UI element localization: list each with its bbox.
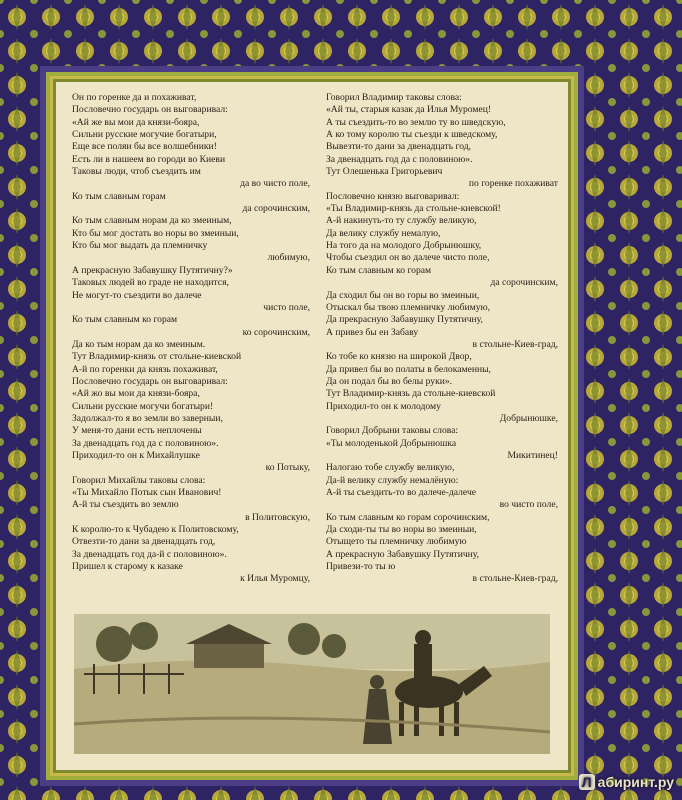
poem-line: Да-й велику службу немалёную:	[326, 474, 459, 486]
poem-line: А-й по горенки да князь похаживат,	[72, 363, 218, 375]
poem-line: Пословечно государь он выговаривал:	[72, 375, 228, 387]
poem-line: да во чисто поле,	[240, 178, 310, 190]
poem-line: Пословечно государь он выговаривал:	[72, 104, 228, 116]
poem-line: Чтобы съездил он во далече чисто поле,	[326, 252, 490, 264]
poem-line: Да ко тым норам да ко змеиным.	[72, 338, 206, 350]
poem-line: ко сорочинским,	[242, 326, 310, 338]
poem-line: А-й накинуть-то ту службу великую,	[326, 215, 477, 227]
poem-line: да сорочинским,	[490, 277, 558, 289]
poem-line: Отыскал бы твою племничку любимую,	[326, 301, 491, 313]
labirint-watermark	[579, 774, 674, 790]
poem-line: За двенадцать год да с половиною».	[326, 153, 473, 165]
poem-line: Пословечно князю выговаривал:	[326, 190, 460, 202]
poem-line: К королю-то к Чубадею к Политовскому,	[72, 524, 239, 536]
poem-left-column	[72, 92, 310, 586]
poem-line: чисто поле,	[263, 301, 310, 313]
poem-line: А привез бы ен Забаву	[326, 326, 419, 338]
poem-line: в стольне-Киев-град,	[472, 338, 558, 350]
poem-line: Тут Владимир-князь да стольне-киевской	[326, 388, 496, 400]
poem-line: За двенадцать год да с половиною».	[72, 437, 219, 449]
poem-line: «Ай жо вы мои да князи-бояра,	[72, 388, 200, 400]
poem-line: в Политовскую,	[245, 511, 310, 523]
poem-line: Пришел к старому к казаке	[72, 561, 183, 573]
poem-line: «Ты Михайло Потык сын Иванович!	[72, 487, 222, 498]
poem-line: Говорил Добрыни таковы слова:	[326, 425, 459, 437]
poem-line: Тут Владимир-князь от стольне-киевской	[72, 351, 242, 363]
poem-line: Привези-то ты ю	[326, 561, 396, 573]
poem-line: У меня-то дани есть неплочены	[72, 425, 202, 437]
poem-line: Кто бы мог выдать да племничку	[72, 240, 208, 252]
poem-line: Отыщето ты племничку любимую	[326, 536, 467, 548]
watermark-text: абиринт.ру	[597, 774, 674, 790]
poem-line: Сильни русские могучие богатыри,	[72, 129, 217, 141]
poem-line: Да прекрасную Забавушку Путятичну,	[326, 314, 483, 326]
poem-line: к Илья Муромцу,	[240, 573, 310, 585]
poem-line: За двенадцать год да-й с половиною».	[72, 548, 227, 560]
poem-line: Он по горенке да и похаживат,	[72, 92, 197, 103]
poem-line: по горенке похаживат	[468, 178, 558, 190]
illustration-engraving	[74, 614, 550, 754]
poem-line: Добрынюшке,	[499, 412, 558, 424]
poem-line: Говорил Михайлы таковы слова:	[72, 474, 206, 486]
poem-line: Налогаю тобе службу великую,	[326, 462, 455, 474]
poem-line: Да сходил бы он во горы во змеиныи,	[326, 289, 480, 301]
poem-line: Ко тым славным норам да ко змеиным,	[72, 215, 232, 227]
poem-line: Таковых людей во граде не находится,	[72, 277, 229, 289]
labirint-logo-icon: Л	[579, 774, 595, 790]
poem-line: Ко тым славным горам	[72, 190, 166, 202]
poem-line: Еще все поляи бы все волшебники!	[72, 141, 217, 153]
poem-line: Да он подал бы во белы руки».	[326, 375, 453, 387]
poem-line: А ты съездить-то во землю ту во шведскую,	[326, 116, 506, 128]
poem-line: Ко тым славным ко горам	[326, 264, 432, 276]
poem-line: Микитинец!	[507, 449, 558, 461]
poem-line: А-й ты съездить во землю	[72, 499, 179, 511]
poem-line: да сорочинским,	[242, 203, 310, 215]
poem-line: А-й ты съездить-то во далече-далече	[326, 487, 477, 498]
poem-line: Приходил-то он к Михайлушке	[72, 449, 200, 461]
poem-line: Ко тобе ко князю на широкой Двор,	[326, 351, 472, 363]
poem-line: А прекрасную Забавушку Путятичну?»	[72, 264, 233, 276]
poem-line: Отвезти-то дани за двенадцать год,	[72, 536, 216, 548]
poem-line: Сильни русские могучи богатыри!	[72, 400, 214, 412]
text-panel	[56, 82, 568, 770]
poem-line: «Ай же вы мои да князи-бояра,	[72, 116, 200, 128]
poem-line: «Ты молоденькой Добрынюшка	[326, 437, 457, 449]
poem-line: Приходил-то он к молодому	[326, 400, 441, 412]
poem-line: Да сходи-ты ты во норы во змеиныи,	[326, 524, 477, 536]
poem-line: Ко тым славным ко горам	[72, 314, 178, 326]
poem-line: ко Потыку,	[265, 462, 310, 474]
poem-line: Да привел бы во полаты в белокаменны,	[326, 363, 491, 375]
poem-line: во чисто поле,	[499, 499, 558, 511]
poem-line: в стольне-Киев-град,	[472, 573, 558, 585]
poem-line: «Ай ты, старыя казак да Илья Муромец!	[326, 104, 492, 116]
poem-line: Ко тым славным ко горам сорочинским,	[326, 511, 490, 523]
poem-line: Да велику службу немалую,	[326, 227, 441, 239]
poem-line: А ко тому королю ты съезди к шведскому,	[326, 129, 498, 141]
poem-line: любимую,	[267, 252, 310, 264]
poem-line: Кто бы мог достать во норы во змеиныи,	[72, 227, 239, 239]
poem-line: Тут Олешенька Григорьевич	[326, 166, 443, 178]
poem-line: Есть ли в нашеем во городи во Киеви	[72, 153, 226, 165]
poem-right-column	[326, 92, 558, 586]
poem-line: «Ты Владимир-князь да стольне-киевской!	[326, 203, 501, 215]
poem-line: Говорил Владимир таковы слова:	[326, 92, 462, 103]
poem-line: Таковы люди, чтоб съездить им	[72, 166, 201, 178]
poem-line: А прекрасную Забавушку Путятичну,	[326, 548, 480, 560]
poem-line: Задолжал-то я во земли во заверныи,	[72, 412, 223, 424]
poem-line: Не могут-то съездити во далече	[72, 289, 202, 301]
poem-line: Вывезти-то дани за двенадцать год,	[326, 141, 472, 153]
poem-line: На того да на молодого Добрынюшку,	[326, 240, 482, 252]
